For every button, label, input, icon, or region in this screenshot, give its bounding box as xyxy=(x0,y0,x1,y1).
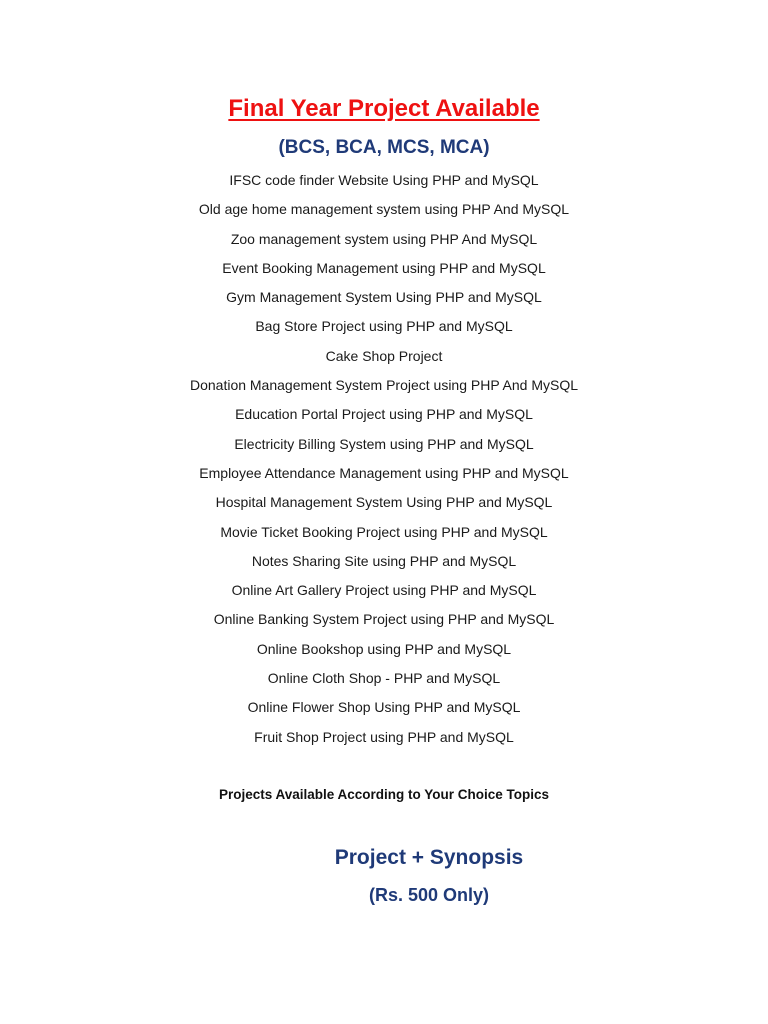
list-item: Hospital Management System Using PHP and MySQL xyxy=(215,494,553,511)
list-item: Online Art Gallery Project using PHP and MySQL xyxy=(231,582,537,599)
list-item: Online Banking System Project using PHP and MySQL xyxy=(213,611,555,628)
list-item: Online Bookshop using PHP and MySQL xyxy=(256,640,512,657)
list-item: Fruit Shop Project using PHP and MySQL xyxy=(254,728,514,745)
offer-price: (Rs. 500 Only) xyxy=(368,885,490,905)
list-item: Notes Sharing Site using PHP and MySQL xyxy=(251,552,517,569)
list-item: Movie Ticket Booking Project using PHP and MySQL xyxy=(220,523,548,540)
list-item: Online Cloth Shop - PHP and MySQL xyxy=(267,670,501,687)
list-item: Donation Management System Project using PHP And MySQL xyxy=(189,377,579,394)
list-item: Bag Store Project using PHP and MySQL xyxy=(255,318,513,335)
offer-title: Project + Synopsis xyxy=(334,846,524,869)
list-item: Cake Shop Project xyxy=(325,347,443,364)
list-item: Employee Attendance Management using PHP and MySQL xyxy=(199,464,569,481)
page-title: Final Year Project Available xyxy=(228,95,540,122)
list-item: Online Flower Shop Using PHP and MySQL xyxy=(247,699,521,716)
list-item: Event Booking Management using PHP and MySQL xyxy=(222,259,546,276)
list-item: Zoo management system using PHP And MySQL xyxy=(230,230,538,247)
page-subtitle: (BCS, BCA, MCS, MCA) xyxy=(278,137,490,158)
list-item: Electricity Billing System using PHP and MySQL xyxy=(234,435,534,452)
list-item: Education Portal Project using PHP and MySQL xyxy=(235,406,533,423)
list-item: Gym Management System Using PHP and MySQL xyxy=(226,289,542,306)
choice-topics-note: Projects Available According to Your Choice Topics xyxy=(218,787,550,802)
project-list xyxy=(0,166,768,752)
list-item: IFSC code finder Website Using PHP and MySQL xyxy=(229,172,539,188)
list-item: Old age home management system using PHP And MySQL xyxy=(198,201,570,218)
